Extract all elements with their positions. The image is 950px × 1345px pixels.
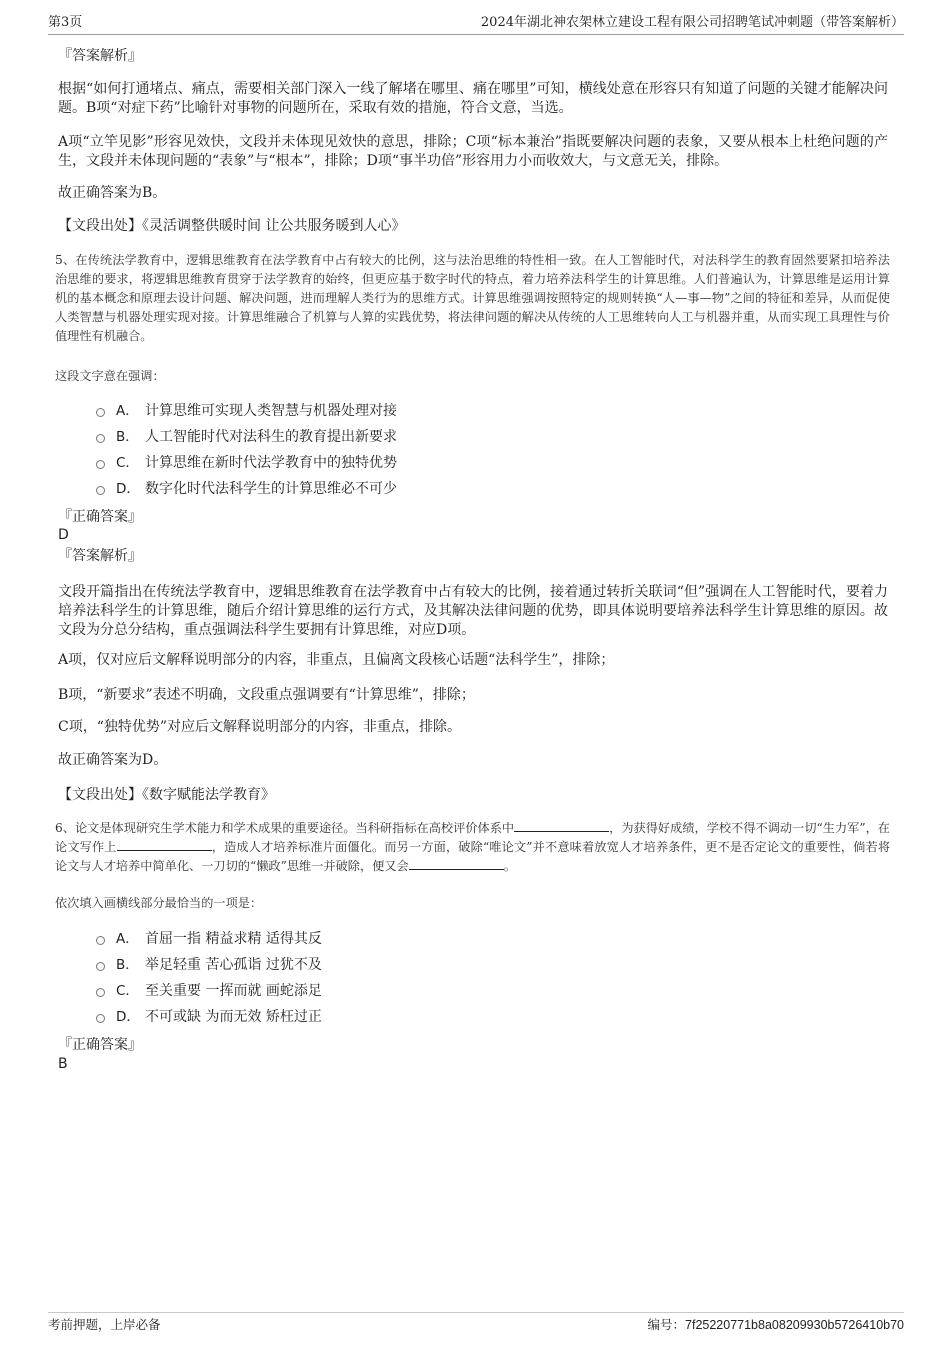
q6-stem-part-2: ，为获得好成绩，学校不得不调动一切“生力军”，在论文写作上	[55, 821, 890, 854]
option-text: 计算思维在新时代法学教育中的独特优势	[145, 455, 397, 471]
q4-analysis-heading: 『答案解析』	[58, 48, 142, 64]
option-text: 计算思维可实现人类智慧与机器处理对接	[145, 403, 397, 419]
q5-conclusion: 故正确答案为D。	[58, 752, 168, 768]
q4-conclusion: 故正确答案为B。	[58, 185, 167, 201]
q6-question: 依次填入画横线部分最恰当的一项是：	[55, 896, 263, 910]
q5-question: 这段文字意在强调：	[55, 369, 165, 383]
document-code	[648, 1315, 905, 1335]
q5-source: 【文段出处】《数字赋能法学教育》	[58, 787, 275, 803]
q6-stem-part-4: 。	[503, 859, 516, 873]
option-letter: A．	[116, 931, 139, 947]
option-text: 不可或缺 为而无效 矫枉过正	[145, 1009, 322, 1025]
document-title: 2024年湖北神农架林立建设工程有限公司招聘笔试冲刺题（带答案解析）	[480, 15, 904, 30]
q5-analysis-heading: 『答案解析』	[58, 548, 142, 564]
q5-stem: 5、在传统法学教育中，逻辑思维教育在法学教育中占有较大的比例，这与法治思维的特性相一致。在人工智能时代，对法科学生的教育固然要紧扣培养法治思维的要求，将逻辑思维教育贯穿于法学教育的始终，但更应基于数字时代的特点，着力培养法科学生的计算思维。人们普遍认为，计算思维是运用计算机的基本概念和原理去设计问题、解决问题，进而理解人类行为的思维方式。计算思维强调按照特定的规则转换“人—事—物”之间的特征和差异，从而促使人类智慧与机器处理实现对接。计算思维融合了机算与人算的实践优势，将法律问题的解决从传统的人工思维转向人工与机器并重，从而实现工具理性与价值理性有机融合。	[55, 253, 890, 343]
option-text: 举足轻重 苦心孤诣 过犹不及	[145, 957, 322, 973]
radio-icon[interactable]	[96, 408, 105, 417]
q4-analysis-para-1: 根据“如何打通堵点、痛点，需要相关部门深入一线了解堵在哪里、痛在哪里”可知，横线处意在形容只有知道了问题的关键才能解决问题。B项“对症下药”比喻针对事物的问题所在，采取有效的措施，符合文意，当选。	[58, 81, 888, 116]
option-letter: C．	[116, 983, 139, 999]
option-text: 人工智能时代对法科生的教育提出新要求	[145, 429, 397, 445]
fill-blank-1	[514, 819, 609, 832]
fill-blank-2	[117, 838, 212, 851]
page-number: 第3页	[48, 15, 83, 30]
q5-answer: D	[58, 527, 69, 543]
option-text: 数字化时代法科学生的计算思维必不可少	[145, 481, 397, 497]
option-letter: D．	[116, 481, 140, 497]
q6-answer-heading: 『正确答案』	[58, 1037, 142, 1053]
option-letter: B．	[116, 429, 139, 445]
page-footer	[48, 1312, 904, 1332]
document-code-label: 编号：	[647, 1317, 686, 1332]
q6-stem	[55, 819, 890, 876]
option-letter: D．	[116, 1009, 140, 1025]
q6-stem-part-1: 6、论文是体现研究生学术能力和学术成果的重要途径。当科研指标在高校评价体系中	[55, 821, 515, 835]
q5-answer-heading: 『正确答案』	[58, 509, 142, 525]
radio-icon[interactable]	[96, 1014, 105, 1023]
option-letter: B．	[116, 957, 139, 973]
fill-blank-3	[409, 857, 504, 870]
option-letter: A．	[116, 403, 139, 419]
radio-icon[interactable]	[96, 936, 105, 945]
q5-analysis-para-2: A项，仅对应后文解释说明部分的内容，非重点，且偏离文段核心话题“法科学生”，排除；	[58, 652, 615, 668]
q6-stem-part-3: ，造成人才培养标准片面僵化。而另一方面，破除“唯论文”并不意味着放宽人才培养条件，更不是否定论文的重要性，倘若将论文与人才培养中简单化、一刀切的“懒政”思维一并破除，便又会	[55, 840, 891, 873]
radio-icon[interactable]	[96, 486, 105, 495]
radio-icon[interactable]	[96, 988, 105, 997]
q4-source: 【文段出处】《灵活调整供暖时间 让公共服务暖到人心》	[58, 218, 406, 234]
page-header	[48, 14, 904, 35]
q5-analysis-para-4: C项，“独特优势”对应后文解释说明部分的内容，非重点，排除。	[58, 719, 462, 735]
q5-analysis-para-3: B项，“新要求”表述不明确，文段重点强调要有“计算思维”，排除；	[58, 687, 475, 703]
q6-answer: B	[58, 1056, 68, 1072]
q4-analysis-para-2: A项“立竿见影”形容见效快，文段并未体现见效快的意思，排除；C项“标本兼治”指既要解决问题的表象，又要从根本上杜绝问题的产生，文段并未体现问题的“表象”与“根本”，排除；D项“事半功倍”形容用力小而收效大，与文意无关，排除。	[58, 134, 888, 169]
q5-analysis-para-1: 文段开篇指出在传统法学教育中，逻辑思维教育在法学教育中占有较大的比例，接着通过转折关联词“但”强调在人工智能时代，要着力培养法科学生的计算思维，随后介绍计算思维的运行方式，及其解决法律问题的优势，即具体说明要培养法科学生计算思维的原因。故文段为分总分结构，重点强调法科学生要拥有计算思维，对应D项。	[58, 584, 888, 638]
footer-slogan: 考前押题，上岸必备	[48, 1317, 161, 1332]
option-text: 至关重要 一挥而就 画蛇添足	[145, 983, 322, 999]
document-code-value: 7f25220771b8a08209930b5726410b70	[685, 1318, 904, 1332]
radio-icon[interactable]	[96, 460, 105, 469]
option-letter: C．	[116, 455, 139, 471]
radio-icon[interactable]	[96, 434, 105, 443]
radio-icon[interactable]	[96, 962, 105, 971]
option-text: 首屈一指 精益求精 适得其反	[145, 931, 322, 947]
